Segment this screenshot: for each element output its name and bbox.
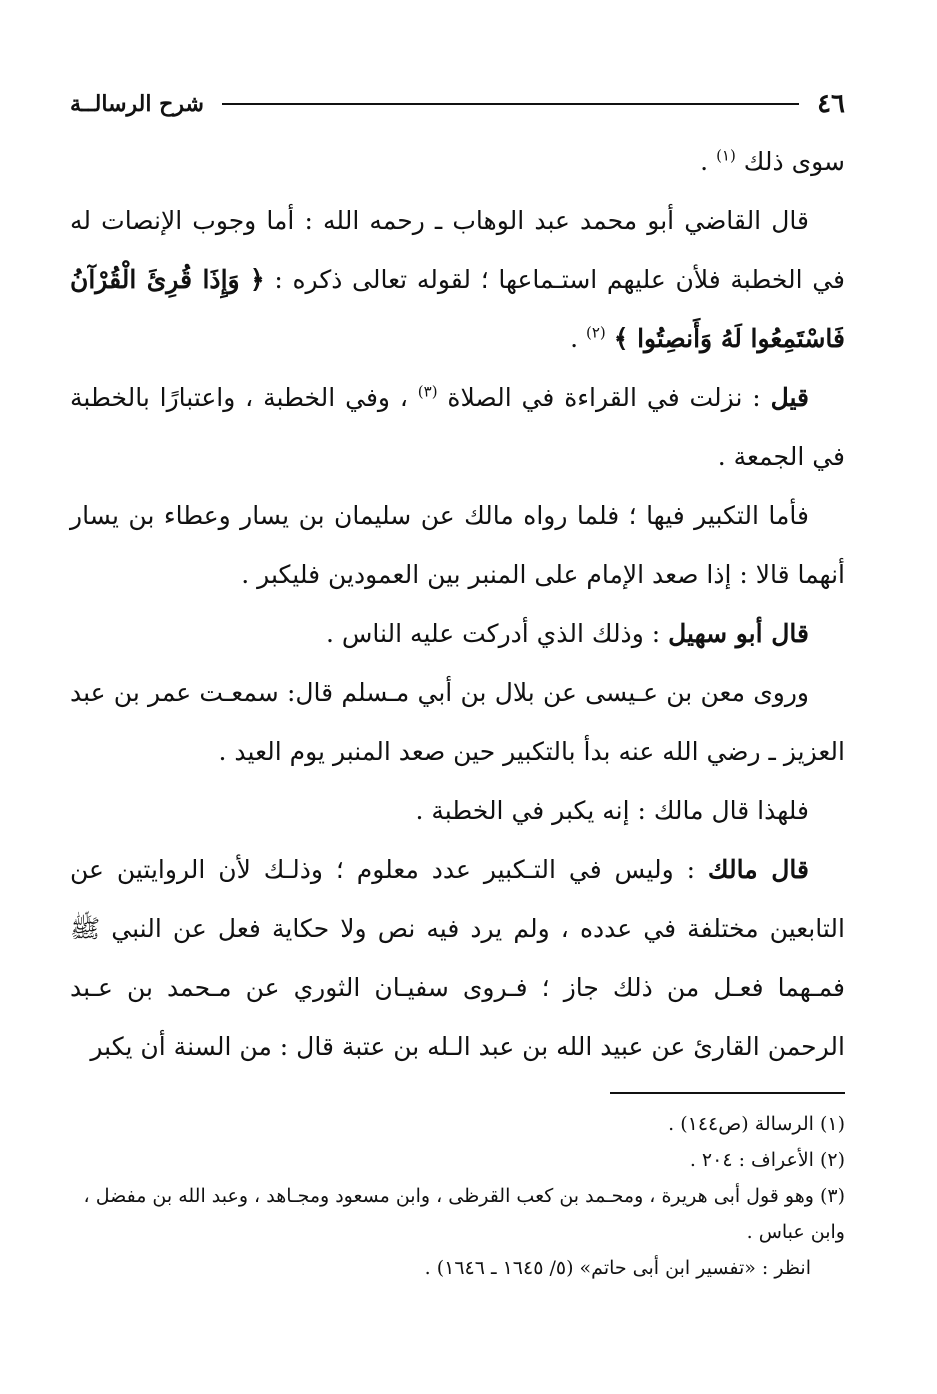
paragraph (70, 840, 845, 1076)
paragraph (70, 486, 845, 604)
footnote-continuation: انظر : «تفسير ابن أبى حاتم» (٥/ ١٦٤٥ ـ ١٦٤٦) . (424, 1257, 811, 1279)
paragraph (70, 663, 845, 781)
footnote-reference: (٣) (417, 382, 438, 401)
paragraph-text: فلهذا قال مالك : إنه يكبر في الخطبة . (415, 796, 809, 825)
footnote-reference: (١) (716, 146, 736, 165)
footnote-label: (١) (819, 1113, 845, 1135)
paragraph (70, 191, 845, 368)
footnote (70, 1106, 845, 1142)
paragraph-text: ، وفي الخطبة ، واعتبارًا بالخطبة في الجمعة . (70, 383, 845, 471)
paragraph (70, 368, 845, 486)
footnote-separator (610, 1092, 845, 1094)
footnote (70, 1178, 845, 1250)
footnote-reference: (٢) (585, 323, 606, 342)
paragraph (70, 604, 845, 663)
footnotes (70, 1106, 845, 1286)
main-text (70, 132, 845, 1076)
header-rule (222, 103, 799, 105)
running-title: شرح الرسالــة (70, 91, 204, 117)
paragraph-text: : وليس في التـكبير عدد معلوم ؛ وذلـك لأن الروايتين عن التابعين مختلفة في عدده ، ولم يرد فيه نص ولا حكاية فعل عن النبي ﷺ فمـهما فعـل من ذلك جاز ؛ فـروى سفيـان الثوري عن مـحمد بن عـبد الرحمن القارئ عن عبيد الله بن عبد الـله بن عتبة قال : من السنة أن يكبر (70, 855, 845, 1061)
paragraph-text: : نزلت في القراءة في الصلاة (447, 383, 771, 412)
paragraph-text: سوى ذلك (743, 147, 845, 176)
paragraph-text: . (570, 324, 586, 353)
paragraph-lead: قيل (770, 383, 809, 412)
paragraph-text: قال القاضي أبو محمد عبد الوهاب ـ رحمه الله : أما وجوب الإنصات له في الخطبة فلأن عليهم استـماعها ؛ لقوله تعالى ذكره : (70, 206, 845, 294)
paragraph (70, 132, 845, 191)
footnote-text: وهو قول أبى هريرة ، ومحـمد بن كعب القرظى ، وابن مسعود ومجـاهد ، وعبد الله بن مفضل ، وابن عباس . (83, 1185, 845, 1243)
paragraph (70, 781, 845, 840)
book-page (70, 80, 845, 1340)
paragraph-text: . (700, 147, 717, 176)
footnote-text: الأعراف : ٢٠٤ . (689, 1149, 814, 1171)
footnote-label: (٢) (819, 1149, 845, 1171)
footnote (70, 1142, 845, 1178)
paragraph-text: وروى معن بن عـيسى عن بلال بن أبي مـسلم قال: سمعـت عمر بن عبد العزيز ـ رضي الله عنه بدأ بالتكبير حين صعد المنبر يوم العيد . (70, 678, 845, 766)
page-header (70, 80, 845, 128)
paragraph-lead: قال أبو سهيل (668, 619, 809, 648)
quran-verse: ﴿ وَإِذَا قُرِئَ الْقُرْآنُ فَاسْتَمِعُوا لَهُ وَأَنصِتُوا ﴾ (70, 265, 845, 353)
footnote-text: الرسالة (ص١٤٤) . (668, 1113, 814, 1135)
paragraph-text: : وذلك الذي أدركت عليه الناس . (325, 619, 669, 648)
footnote-label: (٣) (819, 1185, 845, 1207)
paragraph-lead: قال مالك (707, 855, 809, 884)
paragraph-text: فأما التكبير فيها ؛ فلما رواه مالك عن سليمان بن يسار وعطاء بن يسار أنهما قالا : إذا صعد الإمام على المنبر بين العمودين فليكبر . (70, 501, 845, 589)
page-number: ٤٦ (817, 89, 845, 119)
